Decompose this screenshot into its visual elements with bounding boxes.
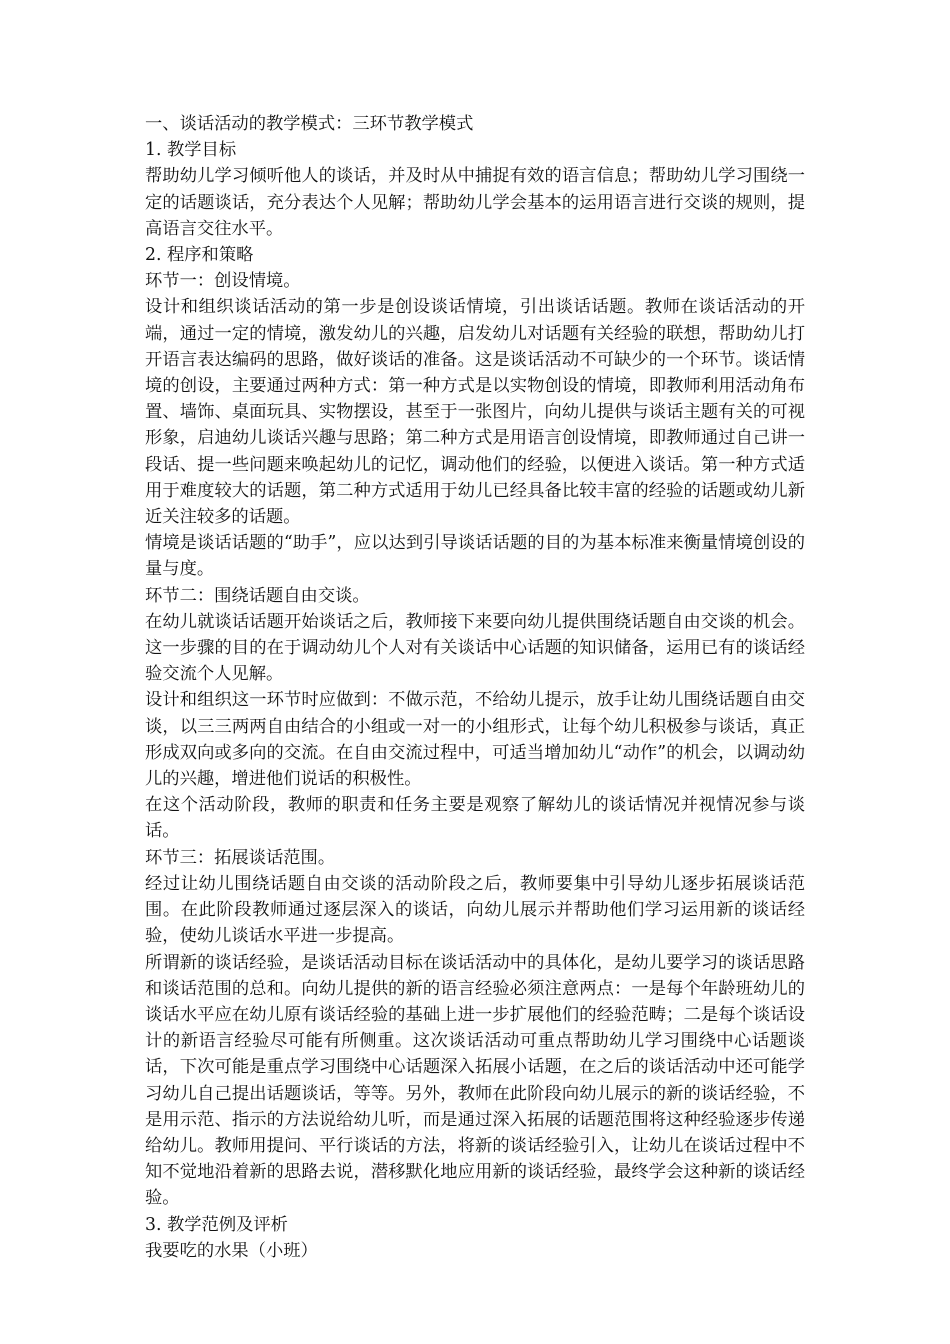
section-title-procedure: 2. 程序和策略 — [145, 245, 254, 266]
step3-paragraph-2: 所谓新的谈话经验，是谈话活动目标在谈话活动中的具体化，是幼儿要学习的谈话思路和谈话范围的总和。向幼儿提供的新的语言经验必须注意两点：一是每个年龄班幼儿的谈话水平应在幼儿原有谈话经验的基础上进一步扩展他们的经验范畴；二是每个谈话设计的新语言经验尽可能有所侧重。这次谈话活动可重点帮助幼儿学习围绕中心话题谈话，下次可能是重点学习围绕中心话题深入拓展小话题，在之后的谈话活动中还可能学习幼儿自己提出话题谈话，等等。另外，教师在此阶段向幼儿展示的新的谈话经验，不是用示范、指示的方法说给幼儿听，而是通过深入拓展的话题范围将这种经验逐步传递给幼儿。教师用提问、平行谈话的方法，将新的谈话经验引入，让幼儿在谈话过程中不知不觉地沿着新的思路去说，潜移默化地应用新的谈话经验，最终学会这种新的谈话经验。 — [145, 952, 805, 1209]
step1-paragraph-2: 情境是谈话话题的“助手”，应以达到引导谈话话题的目的为基本标准来衡量情境创设的量与度。 — [145, 533, 805, 580]
step1-title: 环节一：创设情境。 — [145, 271, 301, 292]
section-title-examples: 3. 教学范例及评析 — [145, 1214, 288, 1235]
step2-paragraph-2: 设计和组织这一环节时应做到：不做示范，不给幼儿提示，放手让幼儿围绕话题自由交谈，以三三两两自由结合的小组或一对一的小组形式，让每个幼儿积极参与谈话，真正形成双向或多向的交流。在自由交流过程中，可适当增加幼儿“动作”的机会，以调动幼儿的兴趣，增进他们说话的积极性。 — [145, 690, 805, 790]
document-page — [145, 111, 805, 1264]
step3-paragraph-1: 经过让幼儿围绕话题自由交谈的活动阶段之后，教师要集中引导幼儿逐步拓展谈话范围。在此阶段教师通过逐层深入的谈话，向幼儿展示并帮助他们学习运用新的谈话经验，使幼儿谈话水平进一步提高。 — [145, 873, 805, 947]
goals-paragraph: 帮助幼儿学习倾听他人的谈话，并及时从中捕捉有效的语言信息；帮助幼儿学习围绕一定的话题谈话，充分表达个人见解；帮助幼儿学会基本的运用语言进行交谈的规则，提高语言交往水平。 — [145, 166, 805, 239]
section-title-goals: 1. 教学目标 — [145, 140, 237, 161]
main-heading: 一、谈话活动的教学模式：三环节教学模式 — [145, 114, 474, 134]
step2-paragraph-1: 在幼儿就谈话话题开始谈话之后，教师接下来要向幼儿提供围绕话题自由交谈的机会。这一步骤的目的在于调动幼儿个人对有关谈话中心话题的知识储备，运用已有的谈话经验交流个人见解。 — [145, 611, 805, 685]
step2-title: 环节二：围绕话题自由交谈。 — [145, 585, 370, 606]
example-title: 我要吃的水果（小班） — [145, 1240, 318, 1261]
step3-title: 环节三：拓展谈话范围。 — [145, 847, 336, 868]
step2-paragraph-3: 在这个活动阶段，教师的职责和任务主要是观察了解幼儿的谈话情况并视情况参与谈话。 — [145, 795, 805, 842]
step1-paragraph-1: 设计和组织谈话活动的第一步是创设谈话情境，引出谈话话题。教师在谈话活动的开端，通过一定的情境，激发幼儿的兴趣，启发幼儿对话题有关经验的联想，帮助幼儿打开语言表达编码的思路，做好谈话的准备。这是谈话活动不可缺少的一个环节。谈话情境的创设，主要通过两种方式：第一种方式是以实物创设的情境，即教师利用活动角布置、墙饰、桌面玩具、实物摆设，甚至于一张图片，向幼儿提供与谈话主题有关的可视形象，启迪幼儿谈话兴趣与思路；第二种方式是用语言创设情境，即教师通过自己讲一段话、提一些问题来唤起幼儿的记忆，调动他们的经验，以便进入谈话。第一种方式适用于难度较大的话题，第二种方式适用于幼儿已经具备比较丰富的经验的话题或幼儿新近关注较多的话题。 — [145, 297, 805, 528]
